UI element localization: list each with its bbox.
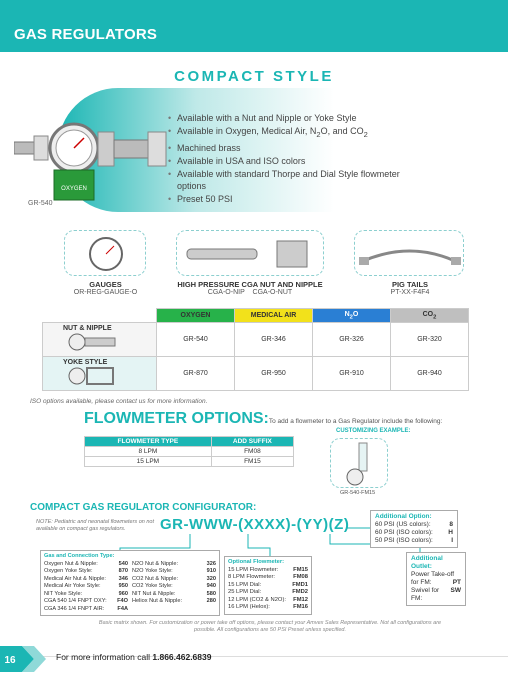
customizing-image [330, 438, 388, 488]
pigtail-image [355, 231, 465, 277]
feature-item: • Available with standard Thorpe and Dial Style flowmeter options [168, 168, 428, 192]
accessory-pigtails: PIG TAILS PT-XX-F4F4 [390, 280, 430, 296]
accessory-gauges: GAUGES OR-REG-GAUGE-O [73, 280, 138, 296]
gauge-image [65, 231, 147, 277]
footer-text: For more information call 1.866.462.6839 [56, 652, 212, 662]
cga-image-frame [176, 230, 324, 276]
page-title: GAS REGULATORS [14, 26, 158, 43]
matrix-col-n2o: $N_2O$ [313, 309, 391, 323]
configurator-note: NOTE: Pediatric and neonatal flowmeters on not available on compact gas regulators. [36, 519, 155, 532]
feature-item: • Preset 50 PSI [168, 193, 428, 205]
matrix-cell: GR-950 [235, 357, 313, 391]
flowmeter-cell: FM15 [211, 457, 293, 467]
gas-connection-box: Gas and Connection Type: Oxygen Nut & Nipple: 540 Oxygen Yoke Style: 870 Medical Air Nut & Nipple: 346 Medical Air Yoke Style: 950 NIT Yoke Style: 960 CGA 540 1/4 FNPT OXY: F4O CGA 346 1/4 FNPT AIR: F4A N2O Nut & Nipple: 326 N2O Yoke Style: 910 CO2 Nut & Nipple: 320 CO2 Yoke Style: 940 NIT Nut & Nipple: 580 Heliox Nut & Nipple: 280 [40, 550, 220, 616]
feature-item: • Machined brass [168, 142, 428, 154]
matrix-cell: GR-326 [313, 323, 391, 357]
matrix-col-air: MEDICAL AIR [235, 309, 313, 323]
configurator-code: GR-WWW-(XXXX)-(YY)(Z) [160, 516, 350, 533]
matrix-col-oxygen: OXYGEN [157, 309, 235, 323]
page-number: 16 [4, 655, 16, 666]
flowmeter-cell: 15 LPM [85, 457, 212, 467]
additional-outlet-box: Additional Outlet: Power Take-off for FM: PT Swivel for FM: SW [406, 552, 466, 606]
matrix-cell: GR-940 [391, 357, 469, 391]
feature-list [168, 112, 428, 206]
customizing-label: GR-540-FM15 [340, 490, 376, 496]
footer-phone: 1.866.462.6839 [152, 652, 212, 662]
regulator-matrix [42, 308, 469, 391]
accessory-cga: HIGH PRESSURE CGA NUT AND NIPPLE CGA-O-NIP CGA-O-NUT [177, 280, 323, 296]
regulator-image [14, 102, 174, 206]
optional-flowmeter-box: Optional Flowmeter: 15 LPM Flowmeter: FM15 8 LPM Flowmeter: FM08 15 LPM Dial: FMD1 25 LPM Dial: FMD2 12 LPM (CO2 & N2O): FM12 16 LPM (Helox): FM16 [224, 556, 312, 615]
matrix-row-label: NUT & NIPPLE [43, 323, 157, 357]
feature-item: • Available in Oxygen, Medical Air, $N_2O$, and $CO_2$ [168, 125, 428, 141]
matrix-col-co2: $CO_2$ [391, 309, 469, 323]
matrix-cell: GR-870 [157, 357, 235, 391]
gauge-image-frame [64, 230, 146, 276]
customizing-title: CUSTOMIZING EXAMPLE: [336, 428, 411, 434]
feature-item: • Available in USA and ISO colors [168, 155, 428, 167]
gauge-label: OXYGEN [61, 186, 87, 192]
matrix-corner [43, 309, 157, 323]
matrix-cell: GR-540 [157, 323, 235, 357]
yoke-style-image [63, 366, 133, 386]
basic-matrix-note: Basic matrix shown. For customization or power take off options, please contact your Amvex Sales Representative. Not all configurations are possible. All configurations are 50 PSI Preset unless specified. [98, 620, 442, 633]
section-title: COMPACT STYLE [174, 68, 334, 85]
cga-image [177, 231, 325, 277]
flowmeter-head-type: FLOWMETER TYPE [85, 437, 212, 447]
flowmeter-head-suffix: ADD SUFFIX [211, 437, 293, 447]
matrix-row-label: YOKE STYLE [43, 357, 157, 391]
page-number-badge [0, 646, 50, 672]
matrix-cell: GR-910 [313, 357, 391, 391]
product-label: GR-540 [28, 200, 53, 207]
flowmeter-table [84, 436, 294, 467]
configurator-title: COMPACT GAS REGULATOR CONFIGURATOR: [30, 502, 257, 513]
additional-option-box: Additional Option: 60 PSI (US colors): 8 60 PSI (ISO colors): H 50 PSI (ISO colors): I [370, 510, 458, 548]
matrix-cell: GR-346 [235, 323, 313, 357]
pigtail-image-frame [354, 230, 464, 276]
flowmeter-title: FLOWMETER OPTIONS:To add a flowmeter to a Gas Regulator include the following: [84, 410, 443, 427]
feature-item: • Available with a Nut and Nipple or Yoke Style [168, 112, 428, 124]
iso-note: ISO options available, please contact us for more information. [30, 398, 208, 405]
header-bar [0, 0, 508, 52]
flowmeter-cell: 8 LPM [85, 447, 212, 457]
flowmeter-cell: FM08 [211, 447, 293, 457]
nut-nipple-image [63, 332, 133, 352]
matrix-cell: GR-320 [391, 323, 469, 357]
